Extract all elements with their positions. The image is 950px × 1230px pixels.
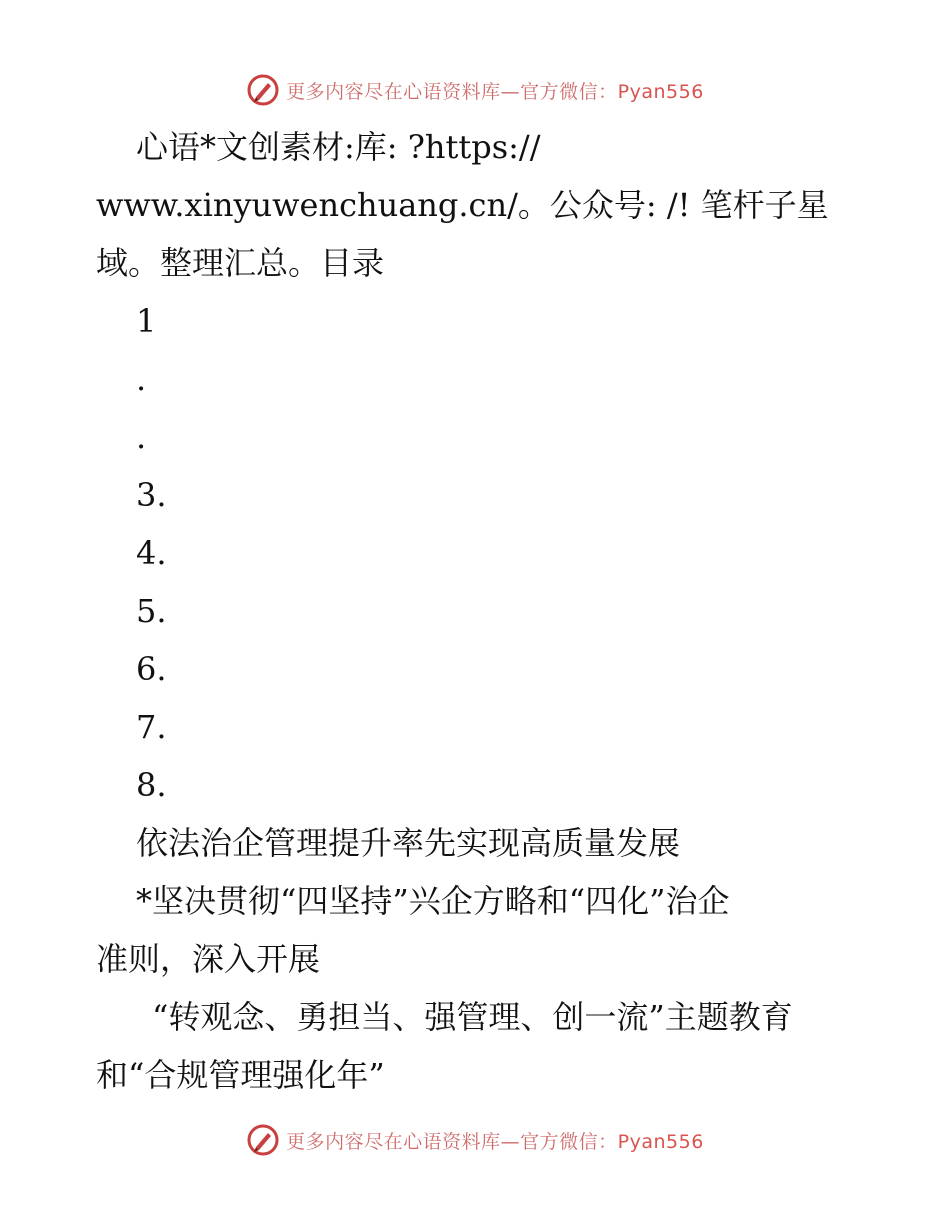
paragraph-2-line-2: 和“合规管理强化年” xyxy=(96,1056,385,1094)
pen-logo-icon xyxy=(246,73,280,107)
watermark-text: 更多内容尽在心语资料库—官方微信：Pyan556 xyxy=(286,80,704,103)
pen-logo-icon xyxy=(246,1123,280,1157)
paragraph-2-line-1: “转观念、勇担当、强管理、创一流”主题教育 xyxy=(152,998,793,1036)
document-body xyxy=(96,118,856,1104)
paragraph-1-line-1: *坚决贯彻“四坚持”兴企方略和“四化”治企 xyxy=(136,882,730,920)
intro-line-1: 心语*文创素材:库: ?https:// xyxy=(136,128,541,166)
watermark-text: 更多内容尽在心语资料库—官方微信：Pyan556 xyxy=(286,1130,704,1153)
toc-item: . xyxy=(136,418,147,456)
toc-item: 4. xyxy=(136,534,167,572)
header-watermark xyxy=(0,70,950,110)
toc-item: 7. xyxy=(136,708,167,746)
section-heading: 依法治企管理提升率先实现高质量发展 xyxy=(136,824,681,862)
toc-item: 8. xyxy=(136,766,167,804)
paragraph-1-line-2: 准则，深入开展 xyxy=(96,940,321,978)
toc-item: 3. xyxy=(136,476,167,514)
toc-item: 6. xyxy=(136,650,167,688)
toc-item: . xyxy=(136,360,147,398)
toc-item: 1 xyxy=(136,302,157,340)
toc-item: 5. xyxy=(136,592,167,630)
footer-watermark xyxy=(0,1120,950,1160)
intro-line-3: 域。整理汇总。目录 xyxy=(96,244,385,282)
intro-line-2: www.xinyuwenchuang.cn/。公众号: /! 笔杆子星 xyxy=(96,186,829,224)
